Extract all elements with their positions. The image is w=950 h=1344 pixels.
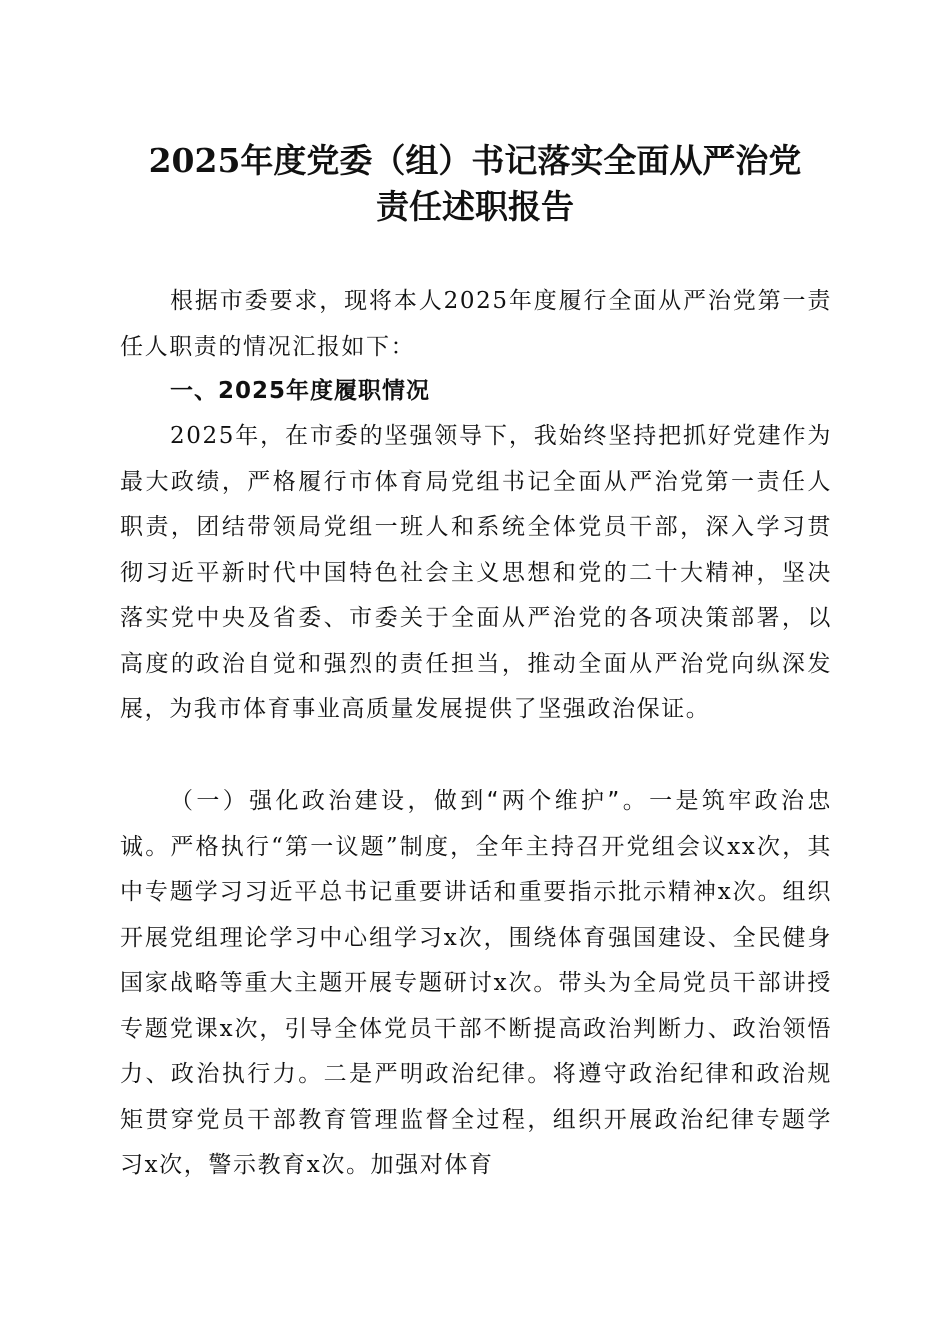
- summary-paragraph: 2025年，在市委的坚强领导下，我始终坚持把抓好党建作为最大政绩，严格履行市体育局党组书记全面从严治党第一责任人职责，团结带领局党组一班人和系统全体党员干部，深入学习贯彻习近平新时代中国特色社会主义思想和党的二十大精神，坚决落实党中央及省委、市委关于全面从严治党的各项决策部署，以高度的政治自觉和强烈的责任担当，推动全面从严治党向纵深发展，为我市体育事业高质量发展提供了坚强政治保证。: [120, 423, 832, 722]
- section-1-subheading: （一）强化政治建设，做到“两个维护”。: [170, 788, 650, 814]
- document-title-line-1: 2025年度党委（组）书记落实全面从严治党: [148, 141, 802, 180]
- document-title-line-2: 责任述职报告: [376, 187, 574, 226]
- section-1-paragraph: [120, 779, 832, 1189]
- section-1-body: 一是筑牢政治忠诚。严格执行“第一议题”制度，全年主持召开党组会议xx次，其中专题学习习近平总书记重要讲话和重要指示批示精神x次。组织开展党组理论学习中心组学习x次，围绕体育强国建设、全民健身国家战略等重大主题开展专题研讨x次。带头为全局党员干部讲授专题党课x次，引导全体党员干部不断提高政治判断力、政治领悟力、政治执行力。二是严明政治纪律。将遵守政治纪律和政治规矩贯穿党员干部教育管理监督全过程，组织开展政治纪律专题学习x次，警示教育x次。加强对体育: [120, 788, 833, 1178]
- intro-paragraph: 根据市委要求，现将本人2025年度履行全面从严治党第一责任人职责的情况汇报如下：: [120, 288, 832, 360]
- section-heading-1: 一、2025年度履职情况: [170, 378, 431, 404]
